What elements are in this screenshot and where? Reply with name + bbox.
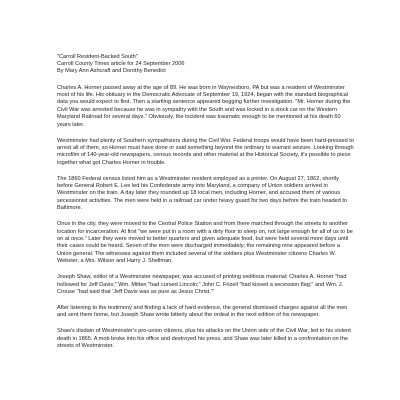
paragraph: Charles A. Horner passed away at the age of 89. He was born in Waynesboro, PA but was a resident of Westminster most of his life. His obituary in the Democratic Advocate of September 19, 1924, began with the standard biographical data you would expect to find. Then a startling sentence appeared begging further investigation. "Mr. Horner during the Civil War was arrested because he was in sympathy with the South and was locked in a stock car on the Western Maryland Railroad for several days." Obviously, the incident was traumatic enough to be mentioned at his death 60 years later. (57, 84, 351, 128)
article-body (57, 85, 354, 351)
paragraph: After listening to the testimony and finding a lack of hard evidence, the general dismissed charges against all the men and sent them home, but Joseph Shaw wrote bitterly about the ordeal in the next edition of his newspaper. (57, 304, 348, 319)
article-title: "Carroll Resident-Backed South" (57, 54, 138, 60)
paragraph: The 1860 Federal census listed him as a Westminster resident employed as a printer. On August 27, 1862, shortly before General Robert E. Lee led his Confederate army into Maryland, a company of Union soldiers arrived in Westminster on the train. A day later they rounded up 18 local men, including Horner, and accused them of various secessionist activities. The men were held in a railroad car under heavy guard for two days before the train headed to Baltimore. (57, 175, 348, 212)
paragraph: Shaw's disdain of Westminster's pro-union citizens, plus his attacks on the Union side of the Civil War, led to his violent death in 1865. A mob broke into his office and destroyed his press, and Shaw was later killed in a confrontation on the streets of Westminster. (57, 328, 351, 349)
paragraph: Joseph Shaw, editor of a Westminster newspaper, was accused of printing seditious material; Charles A. Horner "had hollowed for Jeff Davis;" Wm. Mitten "had cursed Lincoln;" John C. Frizell "had kissed a secession flag;" and Wm. J. Crouse "had said that 'Jeff Davis was as pure as Jesus Christ.'" (57, 274, 347, 295)
paragraph: Westminster had plenty of Southern sympathizers during the Civil War. Federal troops would have been hard-pressed to arrest all of them, so Horner must have done or said something beyond the ordinary to warrant seizure. Looking through microfilm of 140-year-old newspapers, census records and other material at the Historical Society, it's possible to piece together what got Charles Horner in trouble. (57, 137, 354, 166)
paragraph: Once in the city, they were moved to the Central Police Station and from there marched through the streets to another location for incarceration. At first "we were put in a room with a dirty floor to sleep on, not large enough for all of us to be on at once." Later they were moved to better quarters and given adequate food, but were held several more days until their cases could be heard. Seven of the men were discharged immediately; the remaining nine appeared before a Union general. The witnesses against them included several of the soldiers plus Westminster citizens Charles W. Webster, a Mrs. Wilson and Harry J. Shellman. (57, 221, 353, 265)
article-header (57, 54, 354, 76)
article-byline: By Mary Ann Ashcraft and Dorothy Benedict (57, 68, 166, 75)
article-source: Carroll County Times article for 24 September 2006 (57, 61, 185, 68)
